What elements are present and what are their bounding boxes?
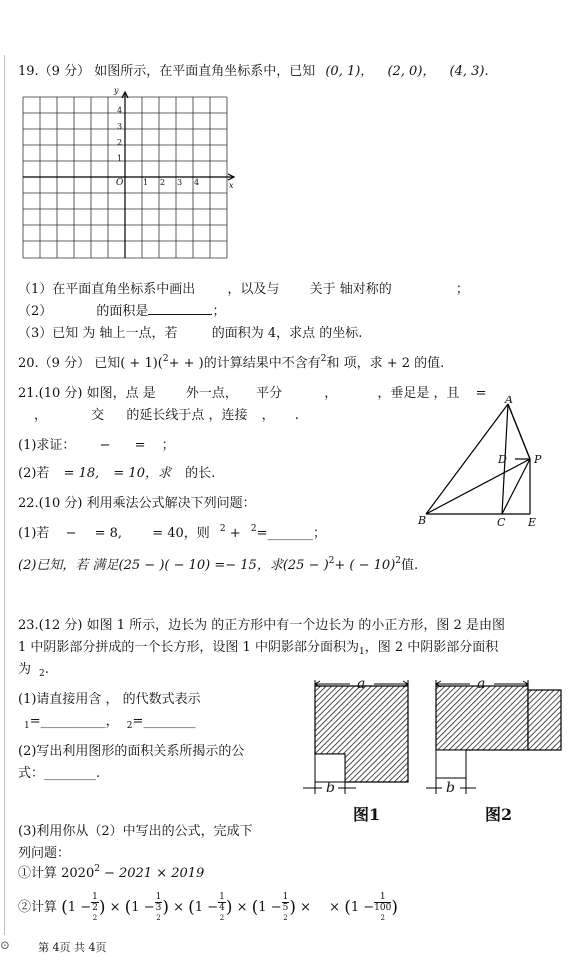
q23-calc2: ②计算 (1 − 1 2 2 ) × (1 − 1 3 2 ) × (1 − 1 4 2 ) × (1 − 1 5 2 ) × × (1 − 1 100 2 ) xyxy=(18,892,398,922)
y-tick-4: 4 xyxy=(117,106,123,115)
q23-line1: 23.(12 分) 如图 1 所示，边长为 的正方形中有一个边长为 的小正方形，图 2 是由图 xyxy=(18,618,505,633)
x-tick-1: 1 xyxy=(143,178,149,187)
q23-part3-line1: (3)利用你从（2）中写出的公式，完成下 xyxy=(18,824,253,839)
y-axis-label: y xyxy=(114,86,119,95)
footer-mark: ⊙ xyxy=(0,938,11,952)
q23-part2-line2: 式：________. xyxy=(18,766,101,781)
q23-figures xyxy=(298,674,568,834)
q23-part1-answers: $_1$=__________， $_2$=________ xyxy=(24,714,196,731)
q19-coordinate-grid xyxy=(18,90,243,265)
q22-title: 22.(10 分) 利用乘法公式解决下列问题： xyxy=(18,496,256,511)
q19-title: 19.（9 分） 如图所示，在平面直角坐标系中，已知 (0, 1)， (2, 0)， (4, 3). xyxy=(18,64,489,79)
fig2-b-label: b xyxy=(446,780,455,796)
q21-line1: 21.(10 分) 如图，点 是 外一点， 平分 ， ，垂足是 ，且 = xyxy=(18,386,487,401)
q22-part2: (2)已知，若 满足(25 − )( − 10) =− 15，求$(25 - )^2+$ ( − 10)$^2$值. xyxy=(18,556,419,573)
figure-1 xyxy=(303,680,408,794)
fig-label-B: B xyxy=(418,514,427,527)
figure-2 xyxy=(426,680,561,794)
x-tick-2: 2 xyxy=(160,178,166,187)
x-tick-4: 4 xyxy=(194,178,200,187)
q23-part1: (1)请直接用含 ， 的代数式表示 xyxy=(18,692,201,707)
q19-part2: （2） 的面积是 ； xyxy=(18,304,226,319)
q23-line2: 1 中阴影部分拼成的一个长方形，设图 1 中阴影部分面积为$_1$，图 2 中阴影部分面积 xyxy=(18,640,499,657)
fig-label-A: A xyxy=(505,396,513,406)
q22-part1: (1)若 − = 8, = 40，则 $^2$ + $^2$=_______； xyxy=(18,524,326,541)
q23-part3-line2: 列问题： xyxy=(18,846,71,861)
q20-text: 20.（9 分） 已知( + 1)($^2$+ + )的计算结果中不含有$^2$和 项，求 + 2 的值. xyxy=(18,354,445,371)
fig1-a-label: a xyxy=(357,676,366,692)
q23-line3: 为 $_2$. xyxy=(18,662,49,679)
y-tick-1: 1 xyxy=(117,154,123,163)
q19-part3: （3）已知 为 轴上一点，若 的面积为 4，求点 的坐标. xyxy=(18,326,363,341)
page-footer: 第 4页 共 4页 xyxy=(38,941,107,954)
q21-triangle-figure xyxy=(418,396,548,531)
fig-label-C: C xyxy=(497,516,506,529)
fig-label-E: E xyxy=(528,516,537,529)
fig2-caption: 图2 xyxy=(485,805,513,824)
margin-line xyxy=(4,55,5,935)
q23-part2-line1: (2)写出利用图形的面积关系所揭示的公 xyxy=(18,744,245,759)
fig2-a-label: a xyxy=(477,676,486,692)
y-tick-2: 2 xyxy=(117,138,123,147)
fig1-b-label: b xyxy=(326,780,335,796)
q21-part2: (2)若 = 18, = 10，求 的长. xyxy=(18,466,216,481)
origin-label: O xyxy=(116,178,124,188)
q19-part1: （1）在平面直角坐标系中画出 ，以及与 关于 轴对称的 ； xyxy=(18,282,469,297)
x-axis-label: x xyxy=(229,181,234,190)
q21-line2: ， 交 的延长线于点 ，连接 ， . xyxy=(34,408,299,423)
fig-label-D: D xyxy=(498,453,507,466)
y-tick-3: 3 xyxy=(117,122,123,131)
q23-calc1: ①计算 $2020^2 - 2021 \times 2019$ xyxy=(18,864,205,881)
fig-label-P: P xyxy=(534,453,542,466)
fig1-caption: 图1 xyxy=(353,805,381,824)
x-tick-3: 3 xyxy=(177,178,183,187)
q21-part1: (1)求证： − = ； xyxy=(18,438,175,453)
